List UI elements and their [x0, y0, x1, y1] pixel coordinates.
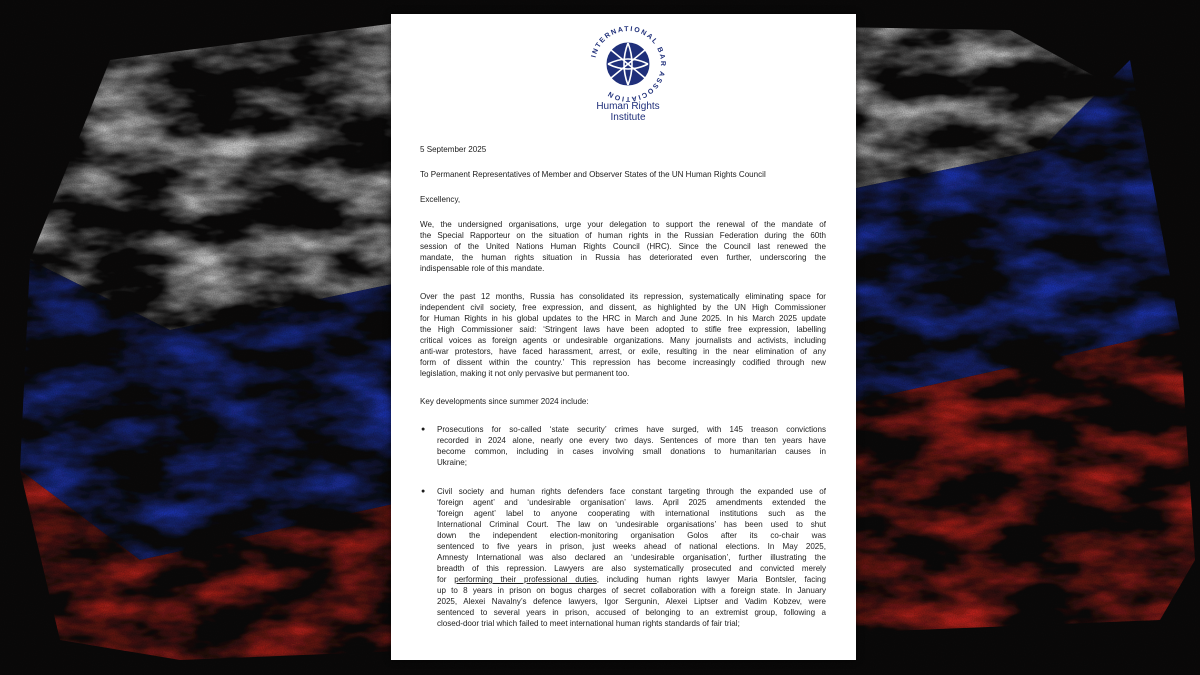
bullet-line: ‘foreign agent’ and ‘undesirable organisation’ laws. April 2025 amendments extended the: [437, 498, 826, 507]
bullet-icon: ●: [421, 426, 426, 433]
paragraph-line: critical voices as foreign agents or undesirable organizations. Many journalists and activists, including: [420, 336, 826, 345]
paragraph-line: form of dissent within the country.’ This repression has become increasingly codified through new: [420, 358, 826, 367]
bullet-line: Prosecutions for so-called ‘state security’ crimes have surged, with 145 treason convictions: [437, 425, 826, 434]
paragraph-line: for Human Rights in his global updates to the HRC in March and June 2025. In his March 2025 update: [420, 314, 826, 323]
logo-name-line2: Institute: [610, 112, 646, 123]
bullet-line: sentenced to five years in prison, just weeks ahead of national elections. In May 2025,: [437, 542, 826, 551]
paragraph-line: mandate, the human rights situation in Russia has deteriorated even further, underscoring the: [420, 253, 826, 262]
paragraph-line: the Special Rapporteur on the situation of human rights in the Russian Federation during the 60th: [420, 231, 826, 240]
letter-document: [391, 14, 856, 660]
bullet-line-text: , including human rights lawyer Maria Bontsler, facing: [596, 575, 826, 584]
bullet-line: become common, including in cases involving small donations to humanitarian causes in: [437, 447, 826, 456]
paragraph-line: Over the past 12 months, Russia has consolidated its repression, systematically eliminating space for: [420, 292, 826, 301]
letter-salutation: Excellency,: [420, 195, 461, 204]
bullet-line: down the independent election-monitoring organisation Golos after its co-chair was: [437, 531, 826, 540]
paragraph-line: We, the undersigned organisations, urge your delegation to support the renewal of the mandate of: [420, 220, 826, 229]
bullet-line: sentenced to several years in prison, accused of belonging to an extremist group, following a: [437, 608, 826, 617]
paragraph-line: legislation, making it not only pervasive but permanent too.: [420, 369, 630, 378]
bullet-line: up to 8 years in prison on bogus charges of secret collaboration with a foreign state. In January: [437, 586, 826, 595]
bullet-line-text: for: [437, 575, 455, 584]
bullet-line: recorded in 2024 alone, nearly one every two days. Sentences of more than ten years have: [437, 436, 826, 445]
iba-hri-logo: [578, 20, 678, 140]
bullet-line: International Criminal Court. The law on ‘undesirable organisations’ has been used to shut: [437, 520, 826, 529]
bullet-line: Ukraine;: [437, 458, 467, 467]
paragraph-line: the High Commissioner said: ‘Stringent laws have been adopted to stifle free expression, labelling: [420, 325, 826, 334]
letter-recipient: To Permanent Representatives of Member and Observer States of the UN Human Rights Council: [420, 170, 766, 179]
bullet-line: closed-door trial which failed to meet international human rights standards of fair trial;: [437, 619, 740, 628]
letter-date: 5 September 2025: [420, 145, 487, 154]
professional-duties-link[interactable]: performing their professional duties: [454, 575, 597, 584]
bullet-line: 2025, Alexei Navalny’s defence lawyers, Igor Sergunin, Alexei Liptser and Vadim Kobzev, were: [437, 597, 826, 606]
bullet-line: ‘foreign agent’ label to anyone cooperating with international institutions such as the: [437, 509, 826, 518]
bullet-line: [437, 574, 826, 585]
bullet-line: Civil society and human rights defenders face constant targeting through the expanded use of: [437, 487, 826, 496]
logo-name-line1: Human Rights: [596, 101, 660, 112]
bullet-icon: ●: [421, 488, 426, 495]
paragraph-line: independent civil society, free expression, and dissent, as highlighted by the UN High Commissioner: [420, 303, 826, 312]
paragraph-line: indispensable role of this mandate.: [420, 264, 545, 273]
paragraph-line: anti-war protestors, have faced harassment, arrest, or exile, resulting in the near elimination of any: [420, 347, 826, 356]
bullet-line: breadth of this repression. Lawyers are also systematically prosecuted and convicted merely: [437, 564, 826, 573]
bullet-line: Amnesty International was also declared an ‘undesirable organisation’, further illustrating the: [437, 553, 826, 562]
paragraph-line: session of the United Nations Human Rights Council (HRC). Since the Council last renewed the: [420, 242, 826, 251]
key-developments-heading: Key developments since summer 2024 include:: [420, 397, 589, 406]
logo-ring-text: INTERNATIONAL BAR ASSOCIATION: [590, 25, 667, 103]
globe-icon: [606, 42, 650, 86]
